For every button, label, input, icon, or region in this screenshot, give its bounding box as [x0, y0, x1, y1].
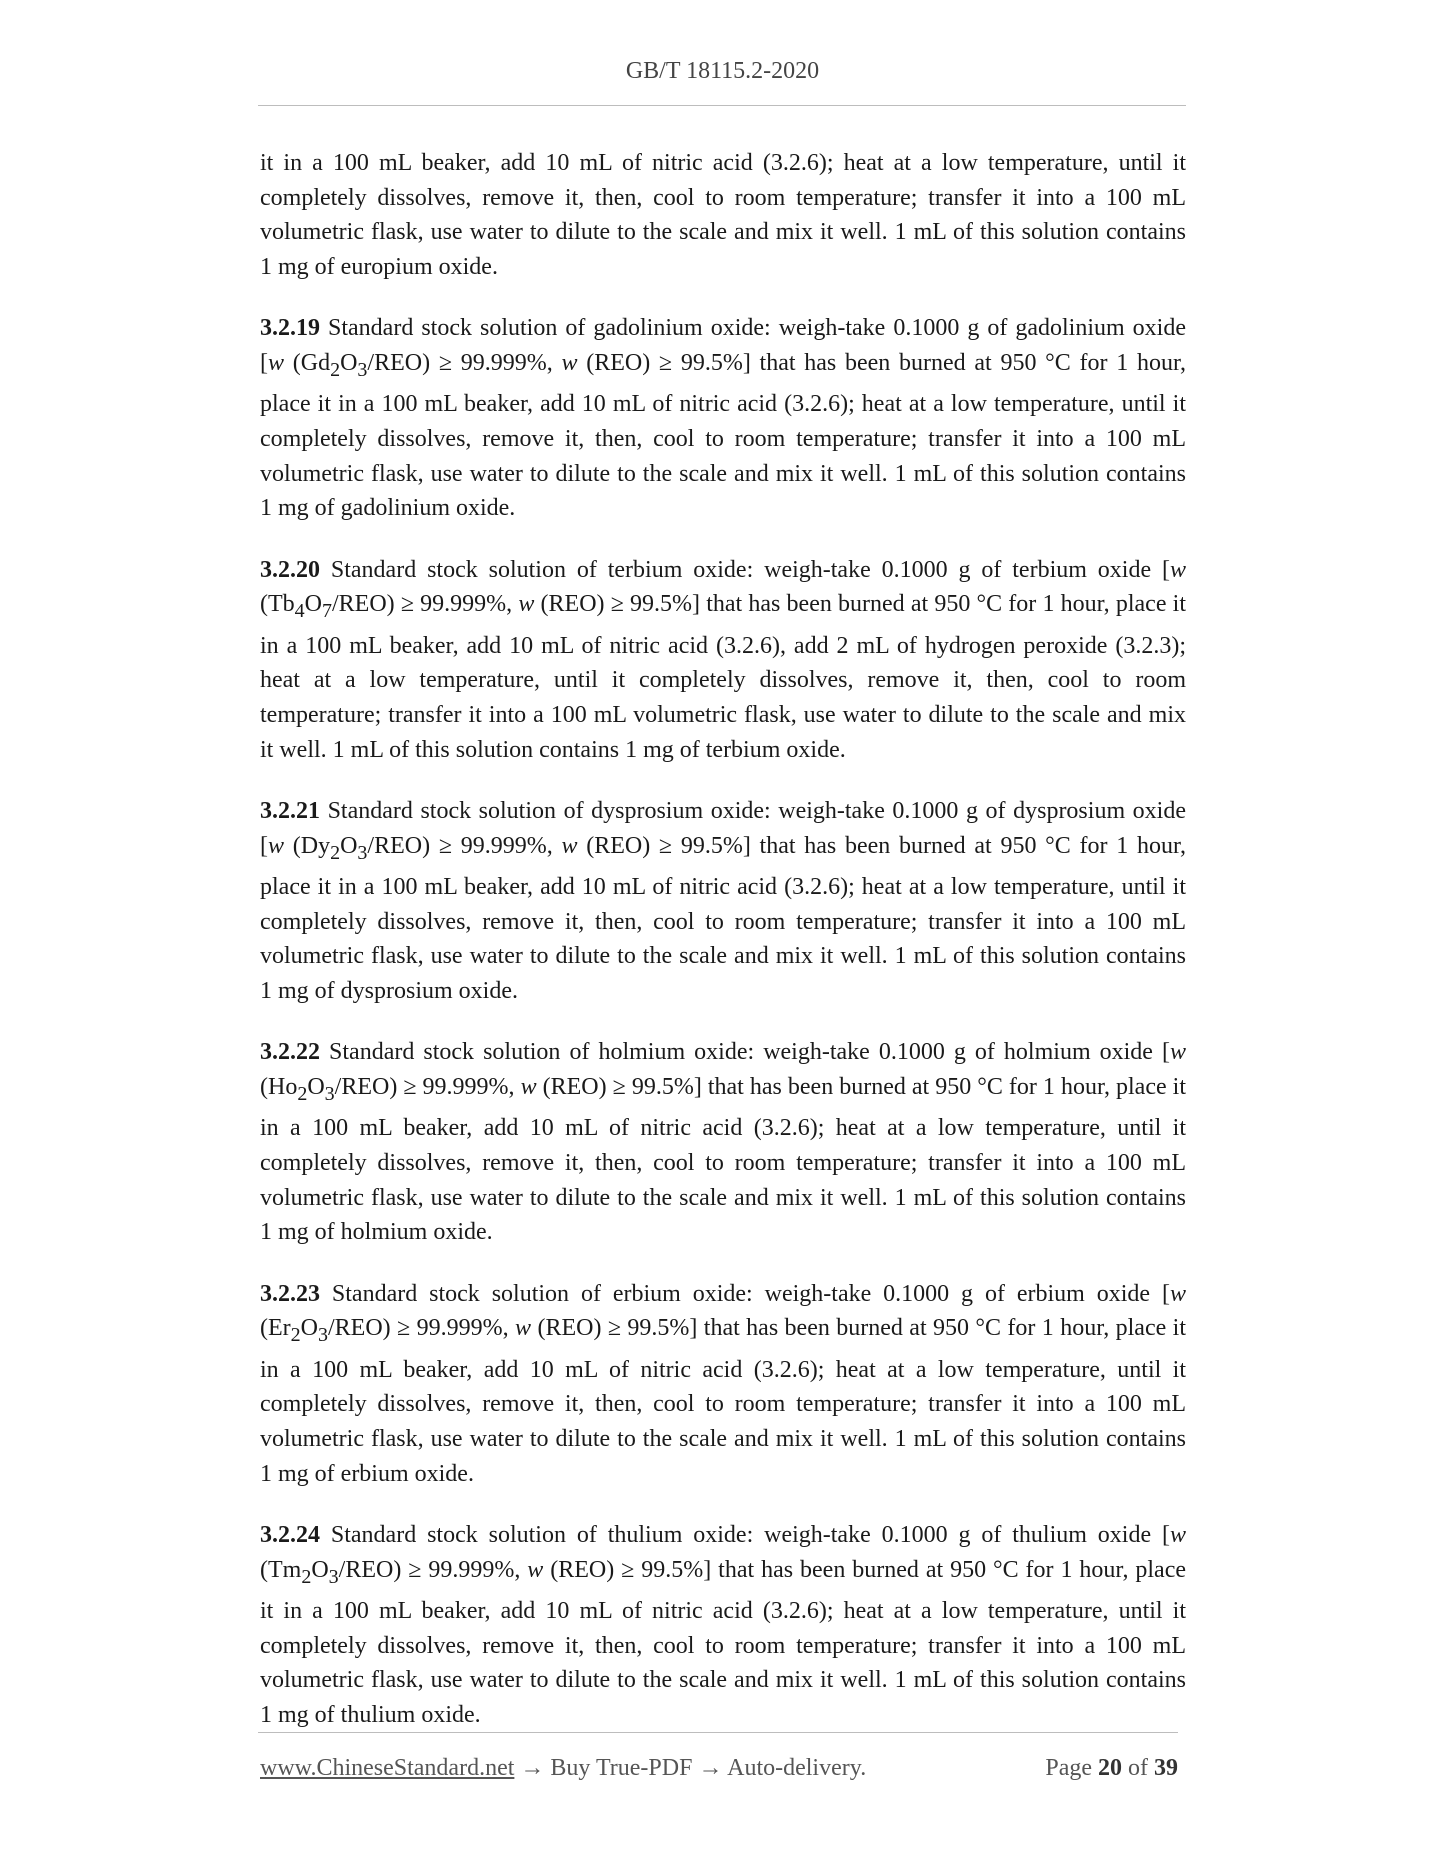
clause-text: Standard stock solution of gadolinium oxide: weigh-take 0.1000 g of gadolinium oxide [w $(Gd_2O_3/REO) \ge 99.999\%$, w (REO) ≥ 99.5%] that has been burned at 950 °C for 1 hour, place it in a 100 mL beaker, add 10 mL of nitric acid (3.2.6); heat at a low temperature, until it completely dissolves, remove it, then, cool to room temperature; transfer it into a 100 mL volumetric flask, use water to dilute to the scale and mix it well. 1 mL of this solution contains 1 mg of gadolinium oxide.: [260, 315, 1187, 522]
header-divider: [258, 105, 1186, 106]
website-link[interactable]: www.ChineseStandard.net: [260, 1755, 515, 1781]
page-label: Page: [1045, 1755, 1092, 1781]
clause-number: 3.2.22: [260, 1039, 320, 1066]
clause-text: Standard stock solution of dysprosium oxide: weigh-take 0.1000 g of dysprosium oxide [w $(Dy_2O_3/REO) \ge 99.999\%$, w (REO) ≥ 99.5%] that has been burned at 950 °C for 1 hour, place it in a 100 mL beaker, add 10 mL of nitric acid (3.2.6); heat at a low temperature, until it completely dissolves, remove it, then, cool to room temperature; transfer it into a 100 mL volumetric flask, use water to dilute to the scale and mix it well. 1 mL of this solution contains 1 mg of dysprosium oxide.: [260, 798, 1187, 1004]
clause-3-2-23: [260, 1277, 1186, 1491]
clause-text: Standard stock solution of terbium oxide: weigh-take 0.1000 g of terbium oxide [w $(Tb_4O_7/REO) \ge 99.999\%$, w (REO) ≥ 99.5%] that has been burned at 950 °C for 1 hour, place it in a 100 mL beaker, add 10 mL of nitric acid (3.2.6), add 2 mL of hydrogen peroxide (3.2.3); heat at a low temperature, until it completely dissolves, remove it, then, cool to room temperature; transfer it into a 100 mL volumetric flask, use water to dilute to the scale and mix it well. 1 mL of this solution contains 1 mg of terbium oxide.: [260, 556, 1186, 763]
clause-number: 3.2.19: [260, 315, 320, 342]
clause-text: Standard stock solution of erbium oxide: weigh-take 0.1000 g of erbium oxide [w $(Er_2O_3/REO) \ge 99.999\%$, w (REO) ≥ 99.5%] that has been burned at 950 °C for 1 hour, place it in a 100 mL beaker, add 10 mL of nitric acid (3.2.6); heat at a low temperature, until it completely dissolves, remove it, then, cool to room temperature; transfer it into a 100 mL volumetric flask, use water to dilute to the scale and mix it well. 1 mL of this solution contains 1 mg of erbium oxide.: [260, 1280, 1186, 1487]
standard-number: GB/T 18115.2-2020: [625, 58, 820, 84]
clause-number: 3.2.24: [260, 1522, 320, 1549]
footer-promo: [260, 1755, 866, 1782]
page-indicator: [1045, 1755, 1178, 1782]
clause-3-2-21: [260, 794, 1186, 1008]
clause-3-2-22: [260, 1035, 1186, 1249]
clause-text: Standard stock solution of holmium oxide: weigh-take 0.1000 g of holmium oxide [w $(Ho_2O_3/REO) \ge 99.999\%$, w (REO) ≥ 99.5%] that has been burned at 950 °C for 1 hour, place it in a 100 mL beaker, add 10 mL of nitric acid (3.2.6); heat at a low temperature, until it completely dissolves, remove it, then, cool to room temperature; transfer it into a 100 mL volumetric flask, use water to dilute to the scale and mix it well. 1 mL of this solution contains 1 mg of holmium oxide.: [260, 1039, 1186, 1246]
total-pages-number: 39: [1154, 1755, 1178, 1781]
page-of-label: of: [1128, 1755, 1148, 1781]
footer-divider: [258, 1732, 1178, 1733]
footer-tagline: → Buy True-PDF → Auto-delivery.: [514, 1755, 867, 1781]
clause-3-2-20: [260, 553, 1186, 767]
continued-paragraph: it in a 100 mL beaker, add 10 mL of nitric acid (3.2.6); heat at a low temperature, until it completely dissolves, remove it, then, cool to room temperature; transfer it into a 100 mL volumetric flask, use water to dilute to the scale and mix it well. 1 mL of this solution contains 1 mg of europium oxide.: [260, 150, 1186, 280]
clause-3-2-19: [260, 311, 1186, 525]
page-body: [260, 146, 1186, 1733]
current-page-number: 20: [1098, 1755, 1122, 1781]
clause-number: 3.2.23: [260, 1280, 320, 1307]
clause-text: Standard stock solution of thulium oxide: weigh-take 0.1000 g of thulium oxide [w $(Tm_2O_3/REO) \ge 99.999\%$, w (REO) ≥ 99.5%] that has been burned at 950 °C for 1 hour, place it in a 100 mL beaker, add 10 mL of nitric acid (3.2.6); heat at a low temperature, until it completely dissolves, remove it, then, cool to room temperature; transfer it into a 100 mL volumetric flask, use water to dilute to the scale and mix it well. 1 mL of this solution contains 1 mg of thulium oxide.: [260, 1522, 1186, 1728]
clause-number: 3.2.20: [260, 556, 320, 583]
running-header: [0, 58, 1445, 85]
clause-number: 3.2.21: [260, 798, 320, 825]
clause-3-2-24: [260, 1518, 1186, 1732]
